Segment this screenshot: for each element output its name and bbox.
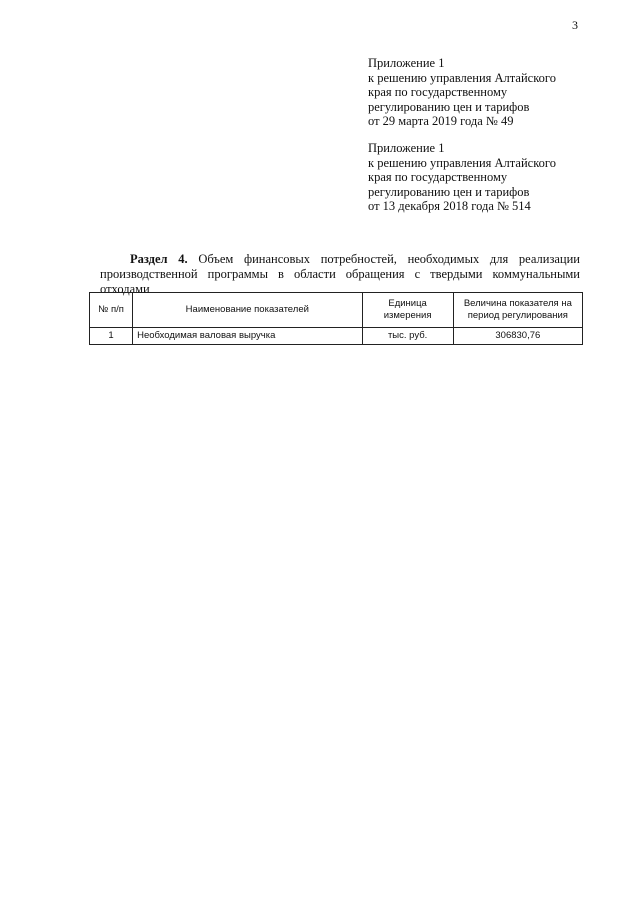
indicators-table [89, 292, 583, 345]
header-unit: Единица измерения [362, 293, 453, 328]
appendix-line: от 13 декабря 2018 года № 514 [368, 199, 531, 213]
table-header-row [90, 293, 583, 328]
appendix-line: к решению управления Алтайского [368, 70, 556, 85]
header-name: Наименование показателей [133, 293, 362, 328]
page-number: 3 [572, 18, 578, 32]
section-title: Объем финансовых потребностей, необходимых для реализации производственной программы в области обращения с твердыми коммунальными отходами [100, 252, 580, 296]
cell-name: Необходимая валовая выручка [133, 328, 362, 345]
appendix-line: регулированию цен и тарифов [368, 184, 530, 199]
appendix-line: края по государственному [368, 170, 508, 184]
header-value: Величина показателя на период регулирования [453, 293, 582, 328]
appendix-line: края по государственному [368, 85, 508, 99]
appendix-line: от 29 марта 2019 года № 49 [368, 114, 514, 128]
section-label: Раздел 4. [130, 252, 188, 266]
cell-num: 1 [90, 328, 133, 345]
appendix-line: Приложение 1 [368, 141, 445, 155]
appendix-block-2 [368, 141, 556, 214]
appendix-line: Приложение 1 [368, 56, 445, 70]
appendix-line: к решению управления Алтайского [368, 155, 556, 170]
header-num: № п/п [90, 293, 133, 328]
appendix-line: регулированию цен и тарифов [368, 99, 530, 114]
cell-value: 306830,76 [453, 328, 582, 345]
cell-unit: тыс. руб. [362, 328, 453, 345]
section-heading [100, 252, 580, 297]
table-row [90, 328, 583, 345]
appendix-block-1 [368, 56, 556, 129]
